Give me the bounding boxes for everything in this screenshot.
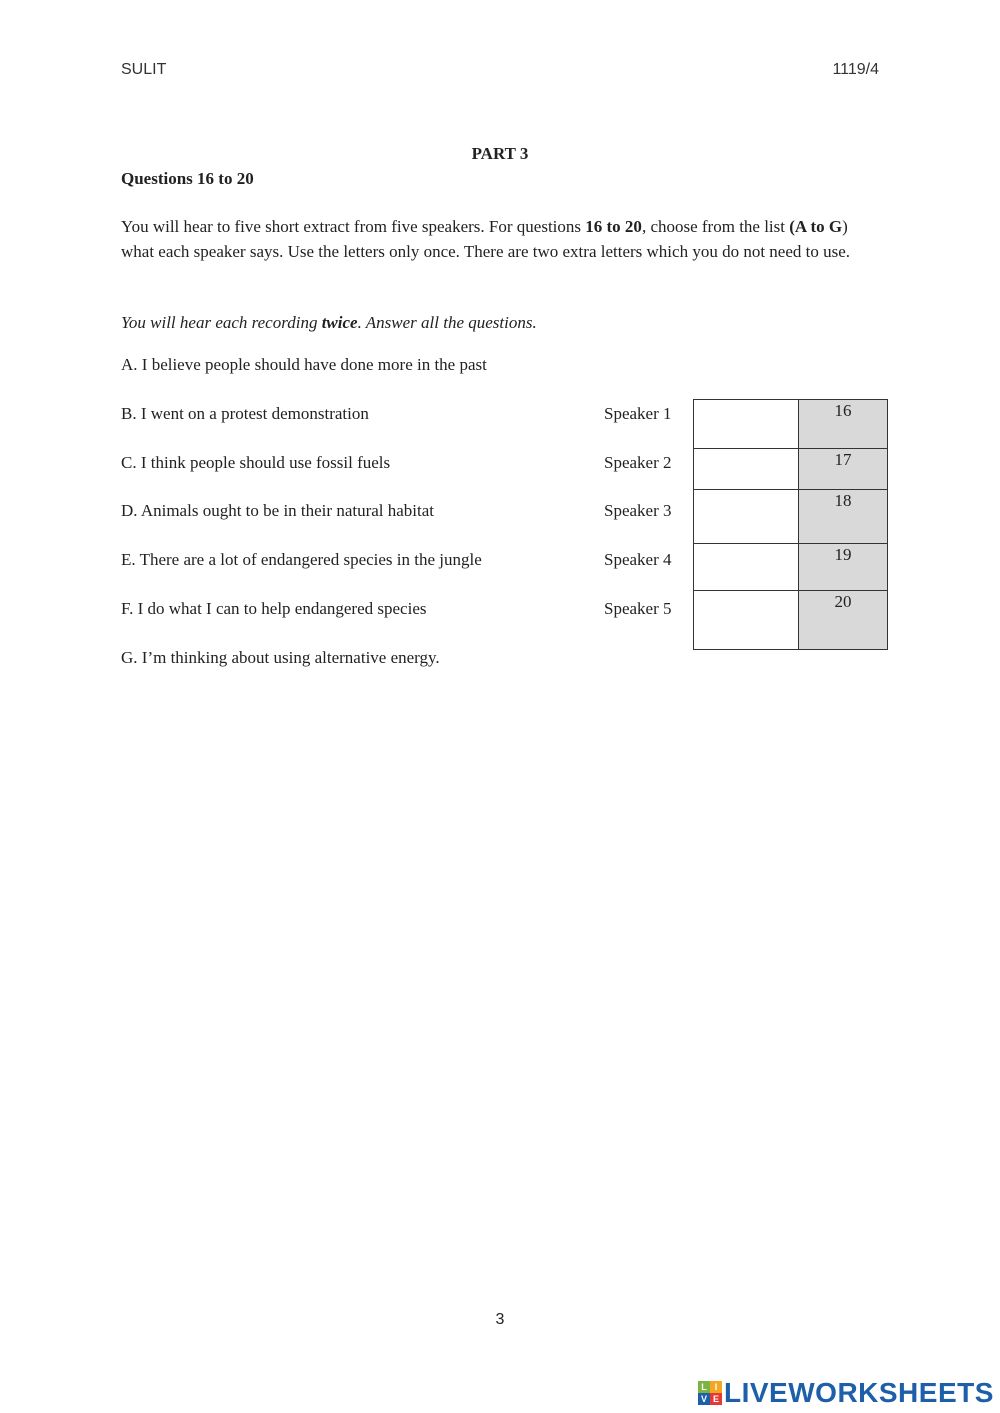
question-number-17: 17 [798,448,888,490]
option-a: A. I believe people should have done more in the past [121,355,487,374]
part-title: PART 3 [471,144,529,163]
answer-box-17[interactable] [693,448,799,490]
header-left: SULIT [121,61,167,78]
header-right: 1119/4 [832,61,879,78]
option-e: E. There are a lot of endangered species in the jungle [121,550,482,569]
instructions: You will hear to five short extract from five speakers. For questions 16 to 20, choose from the list (A to G) what each speaker says. Use the letters only once. There are two extra letters which you do not need to use. [121,217,851,261]
question-number-20: 20 [798,590,888,650]
option-b: B. I went on a protest demonstration [121,404,369,423]
answer-box-19[interactable] [693,543,799,591]
speaker-label: Speaker 2 [604,453,672,472]
answer-box-18[interactable] [693,489,799,544]
option-f: F. I do what I can to help endangered species [121,599,427,618]
speaker-label: Speaker 3 [604,501,672,520]
answer-box-20[interactable] [693,590,799,650]
option-c: C. I think people should use fossil fuels [121,453,391,472]
speaker-label: Speaker 1 [604,404,672,423]
question-number-19: 19 [798,543,888,591]
speaker-label: Speaker 5 [604,599,672,618]
option-g: G. I’m thinking about using alternative energy. [121,648,440,667]
speaker-label: Speaker 4 [604,550,672,569]
page-number: 3 [495,1311,505,1328]
question-number-16: 16 [798,399,888,449]
questions-range: Questions 16 to 20 [121,169,254,188]
answer-box-16[interactable] [693,399,799,449]
liveworksheets-logo [698,1377,994,1409]
option-d: D. Animals ought to be in their natural habitat [121,501,435,520]
brand-text: LIVEWORKSHEETS [724,1377,994,1408]
question-number-18: 18 [798,489,888,544]
italic-note: You will hear each recording twice. Answer all the questions. [121,313,537,332]
brand-logo-icon: L I V E [698,1381,722,1405]
